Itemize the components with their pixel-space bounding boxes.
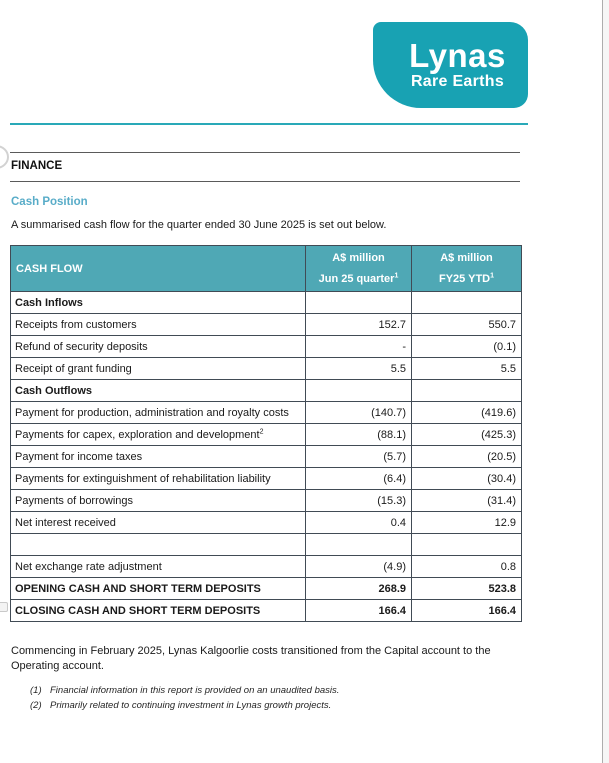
lynas-logo bbox=[373, 22, 528, 108]
comment-bubble-artifact bbox=[0, 145, 9, 169]
table-row: Net interest received 0.4 12.9 bbox=[11, 512, 522, 534]
comment-marker-artifact bbox=[0, 602, 8, 612]
footnote-2: (2) Primarily related to continuing investment in Lynas growth projects. bbox=[30, 700, 332, 711]
cash-flow-table bbox=[10, 245, 522, 622]
heading-rule-bottom bbox=[10, 181, 520, 182]
table-row: Cash Outflows bbox=[11, 380, 522, 402]
table-row: Payments for extinguishment of rehabilitation liability (6.4) (30.4) bbox=[11, 468, 522, 490]
logo-title: Lynas bbox=[409, 37, 506, 74]
table-row: Refund of security deposits - (0.1) bbox=[11, 336, 522, 358]
footnote-1: (1) Financial information in this report is provided on an unaudited basis. bbox=[30, 685, 340, 696]
page-edge-gutter bbox=[602, 0, 609, 763]
table-row-empty bbox=[11, 534, 522, 556]
table-row: Cash Inflows bbox=[11, 292, 522, 314]
table-row: Payment for production, administration and royalty costs (140.7) (419.6) bbox=[11, 402, 522, 424]
section-heading: FINANCE bbox=[11, 160, 63, 172]
intro-paragraph: A summarised cash flow for the quarter ended 30 June 2025 is set out below. bbox=[11, 219, 387, 231]
table-row: Payment for income taxes (5.7) (20.5) bbox=[11, 446, 522, 468]
table-row: OPENING CASH AND SHORT TERM DEPOSITS 268.9 523.8 bbox=[11, 578, 522, 600]
table-row: Payments for capex, exploration and development$^2$ (88.1) (425.3) bbox=[11, 424, 522, 446]
header-jun25-quarter: A$ million Jun 25 quarter$^1$ bbox=[306, 246, 412, 292]
table-row: CLOSING CASH AND SHORT TERM DEPOSITS 166.4 166.4 bbox=[11, 600, 522, 622]
table-row: Receipt of grant funding 5.5 5.5 bbox=[11, 358, 522, 380]
closing-paragraph: Commencing in February 2025, Lynas Kalgoorlie costs transitioned from the Capital account to the Operating account. bbox=[11, 645, 491, 672]
heading-rule-top bbox=[10, 152, 520, 153]
table-row: Net exchange rate adjustment (4.9) 0.8 bbox=[11, 556, 522, 578]
subsection-heading: Cash Position bbox=[11, 196, 88, 208]
table-row: Payments of borrowings (15.3) (31.4) bbox=[11, 490, 522, 512]
teal-divider bbox=[10, 123, 528, 125]
logo-subtitle: Rare Earths bbox=[410, 73, 505, 90]
header-fy25-ytd: A$ million FY25 YTD$^1$ bbox=[412, 246, 522, 292]
header-cash-flow: CASH FLOW bbox=[11, 246, 306, 292]
table-header-row bbox=[11, 246, 522, 292]
footnotes bbox=[30, 685, 339, 715]
table-row: Receipts from customers 152.7 550.7 bbox=[11, 314, 522, 336]
